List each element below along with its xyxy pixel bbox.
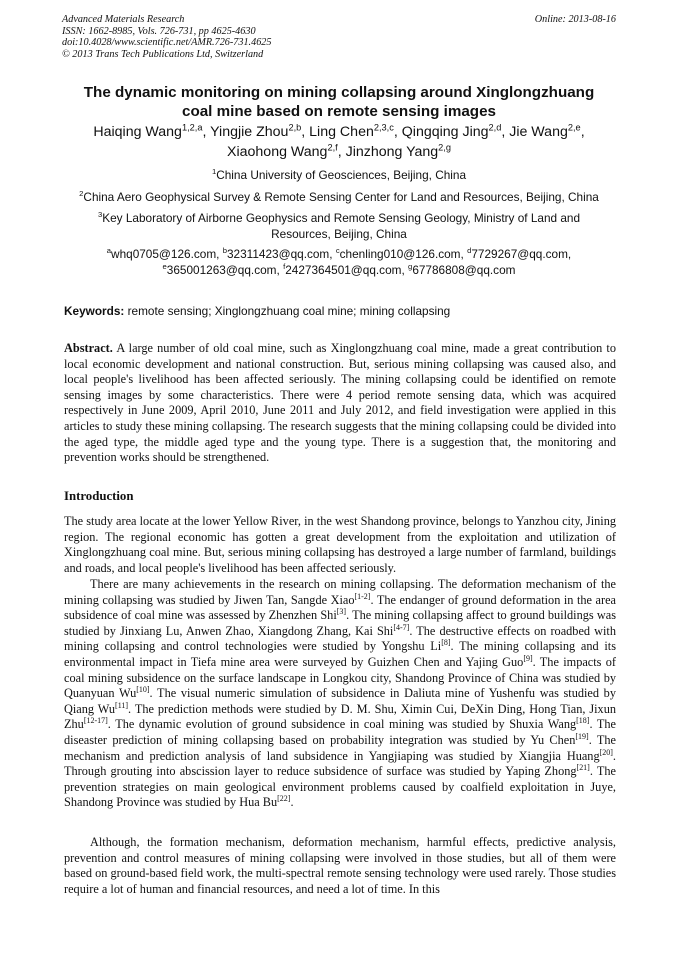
issn-line: ISSN: 1662-8985, Vols. 726-731, pp 4625-4630: [62, 25, 256, 37]
title-line-2: coal mine based on remote sensing images: [182, 103, 496, 120]
citation: [20]: [599, 747, 613, 757]
author-sup: 2,f: [327, 142, 338, 153]
affiliation-text: China University of Geosciences, Beijing, China: [216, 168, 467, 182]
citation: [12-17]: [83, 716, 108, 726]
section-heading-introduction: Introduction: [64, 489, 134, 503]
author-sup: 2,g: [438, 142, 451, 153]
keywords: [64, 304, 616, 319]
citation: [21]: [576, 763, 590, 773]
author-sup: 2,d: [488, 122, 502, 133]
copyright-line: © 2013 Trans Tech Publications Ltd, Switzerland: [62, 48, 264, 60]
email-b[interactable]: 32311423@qq.com,: [226, 247, 333, 261]
author-sup: 2,3,c: [373, 122, 394, 133]
author-name: Xiaohong Wang: [227, 144, 328, 160]
citation: [10]: [136, 685, 150, 695]
author-sup: 2,b: [288, 122, 302, 133]
author-name: Jinzhong Yang: [345, 144, 439, 160]
author-name: Ling Chen: [309, 124, 374, 140]
affiliation-sup: 3: [97, 210, 103, 220]
affiliation-text: China Aero Geophysical Survey & Remote Sensing Center for Land and Resources, Beijing, China: [83, 190, 599, 204]
abstract-label: Abstract.: [64, 341, 113, 355]
online-date: Online: 2013-08-16: [534, 14, 616, 25]
affiliation-sup: 2: [79, 189, 84, 199]
intro-paragraph-2: There are many achievements in the research on mining collapsing. The deformation mechanism of the mining collapsing was studied by Jiwen Tan, Sangde Xiao[1-2]. The endanger of ground deformation in the area subsidence of coal mine was assessed by Zhenzhen Shi[3]. The mining collapsing affect to ground buildings was studied by Jinxiang Lu, Anwen Zhao, Xiangdong Zhang, Kai Shi[4-7]. The destructive effects on roadbed with mining collapsing and control technologies were studied by Yongshu Li[8]. The mining collapsing and its environmental impact in Tiefa mine area were surveyed by Guizhen Chen and Yajing Guo[9]. The impacts of coal mining subsidence on the surface landscape in Longkou city, Shandong Province of China was studied by Quanyuan Wu[10]. The visual numeric simulation of subsidence in Daliuta mine of Yushenfu was studied by Qiang Wu[11]. The prediction methods were studied by D. M. Shu, Ximin Cui, DeXin Ding, Hong Tian, Jixun Zhu[12-17]. The dynamic evolution of ground subsidence in coal mining was studied by Shuxia Wang[18]. The diseaster prediction of mining collapsing based on probability integration was studied by Yu Chen[19]. The mechanism and prediction analysis of land subsidence in Yangjiaping was studied by Xiangjia Huang[20]. Through grouting into abscission layer to reduce subsidence of surface was studied by Yaping Zhong[21]. The prevention strategies on main geological environment problems caused by coalfield exploitation in Juye, Shandong Province was studied by Hua Bu[22].: [64, 577, 617, 810]
author-name: Yingjie Zhou: [210, 124, 289, 140]
citation: [1-2]: [354, 591, 371, 601]
author-name: Haiqing Wang: [93, 124, 182, 140]
paper-title: [40, 83, 638, 121]
affiliation-text: Key Laboratory of Airborne Geophysics and Remote Sensing Geology, Ministry of Land and: [102, 211, 581, 225]
email-e[interactable]: 365001263@qq.com,: [166, 263, 280, 277]
citation: [22]: [277, 794, 291, 804]
author-sup: 1,2,a: [181, 122, 203, 133]
intro-paragraph-3: Although, the formation mechanism, deformation mechanism, harmful effects, predictive analysis, prevention and control measures of mining collapsing were involved in those studies, but all of them were based on ground-based field work, the multi-spectral remote sensing technology were used rarely. Those studies require a lot of human and financial resources, and need a lot of time. In this: [64, 835, 616, 896]
affiliation-3: [40, 210, 638, 242]
doi-line: doi:10.4028/www.scientific.net/AMR.726-731.4625: [62, 37, 272, 49]
email-g[interactable]: 67786808@qq.com: [412, 263, 516, 277]
citation: [8]: [441, 638, 451, 648]
title-line-1: The dynamic monitoring on mining collapsing around Xinglongzhuang: [83, 84, 595, 101]
author-list: Haiqing Wang$^{1,2,a}$, Yingjie Zhou$^{2,b}$, Ling Chen$^{2,3,c}$, Qingqing Jing$^{2,d}$, Jie Wang$^{2,e}$, Xiaohong Wang$^{2,f}$, Jinzhong Yang$^{2,g}$: [93, 122, 585, 160]
affiliation-1: [40, 167, 638, 183]
citation: [4-7]: [393, 622, 410, 632]
abstract: [64, 341, 616, 466]
email-d[interactable]: 7729267@qq.com,: [471, 247, 572, 261]
author-sup: 2,e: [567, 122, 581, 133]
affiliation-sup: 1: [211, 167, 217, 177]
affiliation-2: [40, 189, 638, 205]
journal-header: [62, 14, 616, 60]
author-name: Qingqing Jing: [401, 124, 489, 140]
citation: [3]: [336, 607, 347, 617]
citation: [9]: [523, 653, 533, 663]
citation: [18]: [576, 716, 590, 726]
author-name: Jie Wang: [509, 124, 568, 140]
intro-paragraph-1: The study area locate at the lower Yellow River, in the west Shandong province, belongs to Yanzhou city, Jining region. The regional economic has gotten a great development from the exploitation and utilization of Xinglongzhuang coal mine. But, serious mining collapsing has destroyed a large number of farmland, buildings and roads, and local people's livelihood has been affected seriously.: [64, 514, 616, 575]
keywords-text: remote sensing; Xinglongzhuang coal mine; mining collapsing: [127, 304, 451, 318]
email-a[interactable]: whq0705@126.com,: [111, 247, 220, 261]
email-f[interactable]: 2427364501@qq.com,: [285, 263, 405, 277]
journal-name: Advanced Materials Research: [62, 14, 185, 25]
keywords-label: Keywords:: [64, 304, 125, 318]
email-list: $^a$whq0705@126.com, $^b$32311423@qq.com, $^c$chenling010@126.com, $^d$7729267@qq.com, $^e$365001263@qq.com, $^f$2427364501@qq.com, $^g$67786808@qq.com: [106, 246, 572, 277]
abstract-text: A large number of old coal mine, such as Xinglongzhuang coal mine, made a great contribution to local economic development and national construction. But, serious mining collapsing was caused also, and local people's livelihood has been affected seriously. The mining collapsing could be identified on remote sensing images by some characteristics. There were 4 period remote sensing data, which was acquired respectively in June 2009, April 2010, June 2011 and July 2012, and field investigation were applied in this articles to study these mining collapsing. The research suggests that the mining collapsing could be divided into the aged type, the middle aged type and the young type. There is a suggestion that, the monitoring and prevention works should be strengthened.: [64, 341, 616, 465]
affiliation-text: Resources, Beijing, China: [271, 227, 407, 241]
email-c[interactable]: chenling010@126.com,: [339, 247, 464, 261]
citation: [11]: [115, 700, 129, 710]
citation: [19]: [575, 731, 589, 741]
